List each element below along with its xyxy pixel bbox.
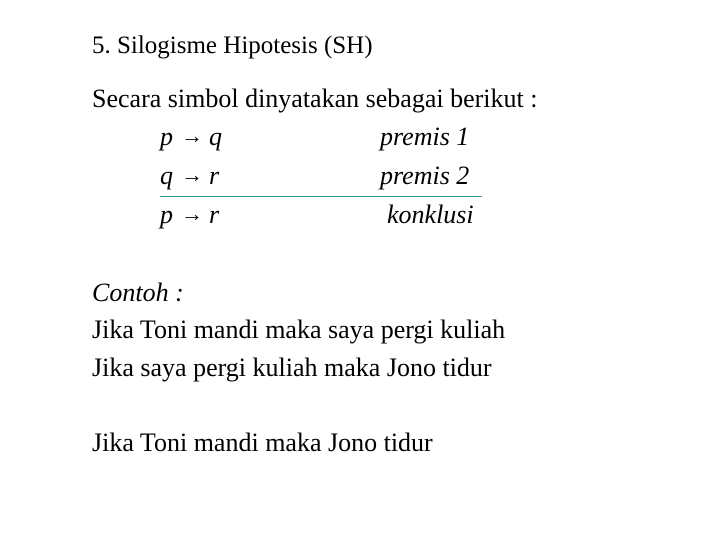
premise-2-consequent: r [209,161,220,190]
premise-1-expression [160,124,222,150]
premise-2-label: premis 2 [380,161,470,190]
conclusion-divider [160,196,482,197]
implies-arrow-icon: → [181,201,203,226]
section-heading: 5. Silogisme Hipotesis (SH) [92,32,373,59]
conclusion-antecedent: p [160,200,173,229]
conclusion-label: konklusi [387,200,474,229]
example-premise-1: Jika Toni mandi maka saya pergi kuliah [92,315,506,344]
premise-2-antecedent: q [160,161,173,190]
example-heading: Contoh : [92,278,184,307]
premise-2-expression [160,163,219,189]
implies-arrow-icon: → [181,162,203,187]
conclusion-consequent: r [209,200,220,229]
premise-1-consequent: q [209,122,222,151]
example-premise-2: Jika saya pergi kuliah maka Jono tidur [92,353,492,382]
intro-text: Secara simbol dinyatakan sebagai berikut : [92,84,538,113]
conclusion-expression [160,202,219,228]
premise-1-label: premis 1 [380,122,470,151]
premise-1-antecedent: p [160,122,173,151]
example-conclusion: Jika Toni mandi maka Jono tidur [92,428,433,457]
implies-arrow-icon: → [181,123,203,148]
